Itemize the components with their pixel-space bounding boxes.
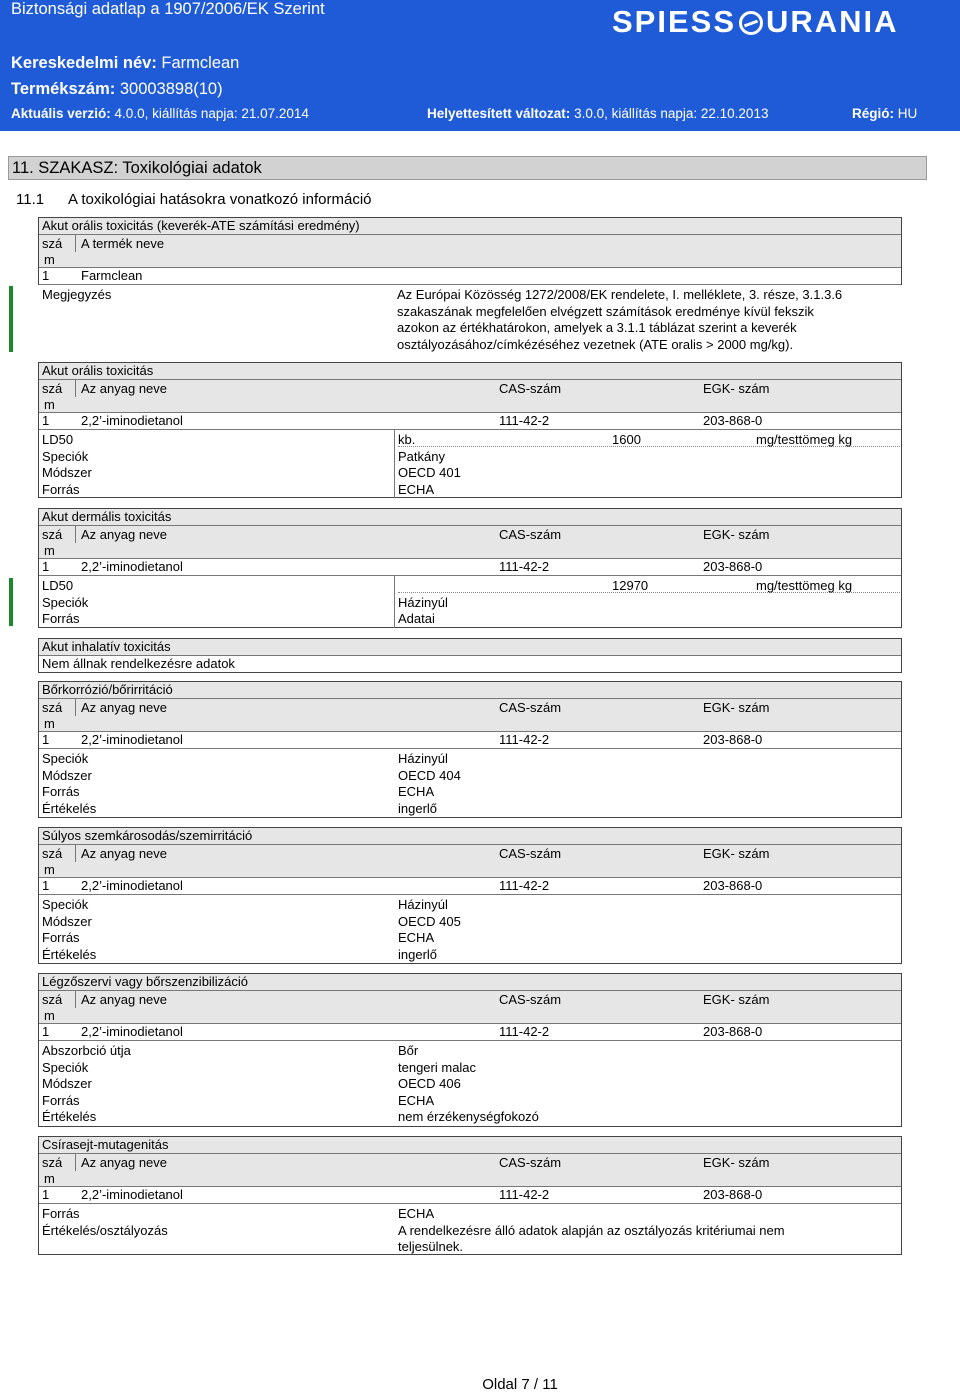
absorption-route-label: Abszorbció útja xyxy=(42,1043,131,1058)
egk-number: 203-868-0 xyxy=(703,878,763,893)
dermal-header-row xyxy=(39,526,901,559)
col-sza: szá xyxy=(42,992,63,1007)
species-label: Speciók xyxy=(42,449,89,464)
muta-title-text: Csírasejt-mutagenitás xyxy=(42,1137,169,1152)
egk-number: 203-868-0 xyxy=(703,1187,763,1202)
col-egk: EGK- szám xyxy=(703,381,770,396)
cas-number: 111-42-2 xyxy=(499,413,550,428)
row-number: 1 xyxy=(42,1024,50,1039)
egk-number: 203-868-0 xyxy=(703,1024,763,1039)
column-divider xyxy=(394,430,395,498)
col-divider xyxy=(75,991,76,1008)
col-m: m xyxy=(44,397,55,412)
classification-value-cont: teljesülnek. xyxy=(398,1239,464,1254)
trade-name xyxy=(11,54,239,73)
col-substance: Az anyag neve xyxy=(81,1155,168,1170)
species-value: Házinyúl xyxy=(398,897,448,912)
ate-title-text: Akut orális toxicitás (keverék-ATE számítási eredmény) xyxy=(42,218,360,233)
ate-header-row xyxy=(39,235,901,268)
change-marker xyxy=(9,578,13,626)
eye-title-text: Súlyos szemkárosodás/szemirritáció xyxy=(42,828,253,843)
col-divider xyxy=(75,845,76,862)
col-egk: EGK- szám xyxy=(703,846,770,861)
source-value: ECHA xyxy=(398,1206,435,1221)
globe-icon xyxy=(739,11,763,35)
eye-title xyxy=(39,828,901,845)
dermal-title-text: Akut dermális toxicitás xyxy=(42,509,172,524)
skin-corrosion-table xyxy=(38,681,902,818)
col-divider xyxy=(75,699,76,716)
source-value: ECHA xyxy=(398,930,435,945)
product-number-value: 30003898(10) xyxy=(119,80,223,98)
muta-header-row xyxy=(39,1154,901,1187)
note-line-1: Az Európai Közösség 1272/2008/EK rendelete, I. melléklete, 3. része, 3.1.3.6 xyxy=(397,287,843,302)
page-number: Oldal 7 / 11 xyxy=(482,1376,558,1393)
col-egk: EGK- szám xyxy=(703,527,770,542)
col-m: m xyxy=(44,862,55,877)
absorption-route-value: Bőr xyxy=(398,1043,419,1058)
note-line-3: azokon az értékhatárokon, amelyek a 3.1.1 táblázat szerint a keverék xyxy=(397,320,797,335)
source-value: ECHA xyxy=(398,784,435,799)
product-name: Farmclean xyxy=(81,268,143,283)
trade-name-label: Kereskedelmi név: xyxy=(11,54,157,72)
egk-number: 203-868-0 xyxy=(703,732,763,747)
oral-header-row xyxy=(39,380,901,413)
evaluation-value: ingerlő xyxy=(398,801,438,816)
substance-name: 2,2’-iminodietanol xyxy=(81,878,183,893)
source-label: Forrás xyxy=(42,611,80,626)
method-label: Módszer xyxy=(42,1076,92,1091)
sens-title xyxy=(39,974,901,991)
logo-text-right: URANIA xyxy=(766,4,899,39)
source-label: Forrás xyxy=(42,1206,80,1221)
ld50-label: LD50 xyxy=(42,578,74,593)
col-egk: EGK- szám xyxy=(703,992,770,1007)
dermal-title xyxy=(39,509,901,526)
no-data-note: Nem állnak rendelkezésre adatok xyxy=(42,656,235,671)
cas-number: 111-42-2 xyxy=(499,1187,550,1202)
method-value: OECD 406 xyxy=(398,1076,461,1091)
section-title: 11. SZAKASZ: Toxikológiai adatok xyxy=(12,159,262,177)
current-version-label: Aktuális verzió: xyxy=(11,106,111,121)
replaced-version xyxy=(427,106,768,121)
col-cas: CAS-szám xyxy=(499,992,562,1007)
row-number: 1 xyxy=(42,878,50,893)
product-number xyxy=(11,80,223,99)
column-divider xyxy=(394,576,395,628)
note-label: Megjegyzés xyxy=(42,287,112,302)
col-product-name: A termék neve xyxy=(81,236,165,251)
eye-damage-table xyxy=(38,827,902,964)
skin-title xyxy=(39,682,901,699)
evaluation-value: nem érzékenységfokozó xyxy=(398,1109,539,1124)
species-label: Speciók xyxy=(42,595,89,610)
ld50-unit: mg/testtömeg kg xyxy=(756,432,853,447)
muta-title xyxy=(39,1137,901,1154)
species-label: Speciók xyxy=(42,751,89,766)
col-sza: szá xyxy=(42,846,63,861)
substance-name: 2,2’-iminodietanol xyxy=(81,732,183,747)
company-logo xyxy=(612,2,899,42)
source-value: ECHA xyxy=(398,482,435,497)
cas-number: 111-42-2 xyxy=(499,559,550,574)
species-value: Házinyúl xyxy=(398,595,448,610)
evaluation-label: Értékelés xyxy=(42,947,97,962)
col-divider xyxy=(75,526,76,543)
skin-header-row xyxy=(39,699,901,732)
oral-title xyxy=(39,363,901,380)
oral-title-text: Akut orális toxicitás xyxy=(42,363,154,378)
eye-header-row xyxy=(39,845,901,878)
substance-name: 2,2’-iminodietanol xyxy=(81,413,183,428)
note-line-2: szakaszának megfelelően elvégzett számítások eredménye kívül fekszik xyxy=(397,304,814,319)
replaced-version-value: 3.0.0, kiállítás napja: 22.10.2013 xyxy=(574,106,769,121)
sens-data-row xyxy=(39,1024,901,1041)
substance-name: 2,2’-iminodietanol xyxy=(81,1187,183,1202)
muta-data-row xyxy=(39,1187,901,1204)
ate-data-row xyxy=(39,268,901,285)
source-label: Forrás xyxy=(42,482,80,497)
replaced-version-label: Helyettesített változat: xyxy=(427,106,571,121)
evaluation-label: Értékelés xyxy=(42,801,97,816)
evaluation-label: Értékelés xyxy=(42,1109,97,1124)
ate-table-title xyxy=(39,218,901,235)
method-label: Módszer xyxy=(42,465,92,480)
subsection-title: A toxikológiai hatásokra vonatkozó információ xyxy=(68,191,372,208)
substance-name: 2,2’-iminodietanol xyxy=(81,559,183,574)
inhal-title-text: Akut inhalatív toxicitás xyxy=(42,639,171,654)
method-value: OECD 401 xyxy=(398,465,461,480)
col-cas: CAS-szám xyxy=(499,527,562,542)
row-number: 1 xyxy=(42,268,50,283)
page-footer xyxy=(0,1376,960,1393)
source-label: Forrás xyxy=(42,1093,80,1108)
egk-number: 203-868-0 xyxy=(703,413,763,428)
classification-label: Értékelés/osztályozás xyxy=(42,1223,168,1238)
cas-number: 111-42-2 xyxy=(499,1024,550,1039)
oral-data-row xyxy=(39,413,901,430)
col-cas: CAS-szám xyxy=(499,1155,562,1170)
region-label: Régió: xyxy=(852,106,894,121)
subsection-number: 11.1 xyxy=(16,191,45,208)
document-title: Biztonsági adatlap a 1907/2006/EK Szerint xyxy=(11,0,325,18)
source-label: Forrás xyxy=(42,784,80,799)
inhal-title xyxy=(39,639,901,656)
region-value: HU xyxy=(897,106,918,121)
col-divider xyxy=(75,235,76,252)
note-line-4: osztályozásához/címkézéséhez vezetnek (ATE oralis > 2000 mg/kg). xyxy=(397,337,794,352)
trade-name-value: Farmclean xyxy=(161,54,240,72)
row-number: 1 xyxy=(42,559,50,574)
dermal-toxicity-table xyxy=(38,508,902,628)
col-m: m xyxy=(44,1008,55,1023)
source-value: Adatai xyxy=(398,611,435,626)
product-number-label: Termékszám: xyxy=(11,80,116,98)
cas-number: 111-42-2 xyxy=(499,732,550,747)
oral-toxicity-table xyxy=(38,362,902,498)
eye-data-row xyxy=(39,878,901,895)
species-value: Patkány xyxy=(398,449,445,464)
method-value: OECD 405 xyxy=(398,914,461,929)
region xyxy=(852,106,917,121)
row-number: 1 xyxy=(42,1187,50,1202)
col-divider xyxy=(75,380,76,397)
col-egk: EGK- szám xyxy=(703,1155,770,1170)
col-cas: CAS-szám xyxy=(499,381,562,396)
egk-number: 203-868-0 xyxy=(703,559,763,574)
mutagenicity-table xyxy=(38,1136,902,1255)
header-bar xyxy=(0,0,960,40)
col-cas: CAS-szám xyxy=(499,700,562,715)
dermal-data-row xyxy=(39,559,901,576)
current-version xyxy=(11,106,309,121)
logo-text-left: SPIESS xyxy=(612,4,736,39)
ld50-value: 12970 xyxy=(612,578,649,593)
skin-title-text: Bőrkorrózió/bőrirritáció xyxy=(42,682,173,697)
skin-data-row xyxy=(39,732,901,749)
col-sza: szá xyxy=(42,1155,63,1170)
col-divider xyxy=(75,1154,76,1171)
ld50-label: LD50 xyxy=(42,432,74,447)
method-label: Módszer xyxy=(42,768,92,783)
classification-value: A rendelkezésre álló adatok alapján az osztályozás kritériumai nem xyxy=(398,1223,785,1238)
ld50-unit: mg/testtömeg kg xyxy=(756,578,853,593)
ld50-value: 1600 xyxy=(612,432,641,447)
col-substance: Az anyag neve xyxy=(81,381,168,396)
row-number: 1 xyxy=(42,732,50,747)
species-value: tengeri malac xyxy=(398,1060,477,1075)
col-sza: szá xyxy=(42,700,63,715)
sensitisation-table xyxy=(38,973,902,1127)
col-substance: Az anyag neve xyxy=(81,527,168,542)
subsection-heading xyxy=(16,191,372,208)
col-cas: CAS-szám xyxy=(499,846,562,861)
col-substance: Az anyag neve xyxy=(81,992,168,1007)
sens-header-row xyxy=(39,991,901,1024)
substance-name: 2,2’-iminodietanol xyxy=(81,1024,183,1039)
species-label: Speciók xyxy=(42,897,89,912)
col-egk: EGK- szám xyxy=(703,700,770,715)
col-sza: szá xyxy=(42,381,63,396)
col-m: m xyxy=(44,543,55,558)
method-label: Módszer xyxy=(42,914,92,929)
species-value: Házinyúl xyxy=(398,751,448,766)
col-m: m xyxy=(44,1171,55,1186)
col-substance: Az anyag neve xyxy=(81,846,168,861)
sens-title-text: Légzőszervi vagy bőrszenzibilizáció xyxy=(42,974,248,989)
species-label: Speciók xyxy=(42,1060,89,1075)
col-m: m xyxy=(44,716,55,731)
evaluation-value: ingerlő xyxy=(398,947,438,962)
source-value: ECHA xyxy=(398,1093,435,1108)
col-sza: szá xyxy=(42,527,63,542)
col-m: m xyxy=(44,252,55,267)
cas-number: 111-42-2 xyxy=(499,878,550,893)
source-label: Forrás xyxy=(42,930,80,945)
change-marker xyxy=(9,286,13,352)
inhalative-toxicity-table xyxy=(38,638,902,673)
current-version-value: 4.0.0, kiállítás napja: 21.07.2014 xyxy=(114,106,309,121)
row-number: 1 xyxy=(42,413,50,428)
ld50-qualifier: kb. xyxy=(398,432,416,447)
col-substance: Az anyag neve xyxy=(81,700,168,715)
ate-table xyxy=(38,217,902,285)
method-value: OECD 404 xyxy=(398,768,461,783)
section-heading xyxy=(8,156,927,180)
col-sza: szá xyxy=(42,236,63,251)
